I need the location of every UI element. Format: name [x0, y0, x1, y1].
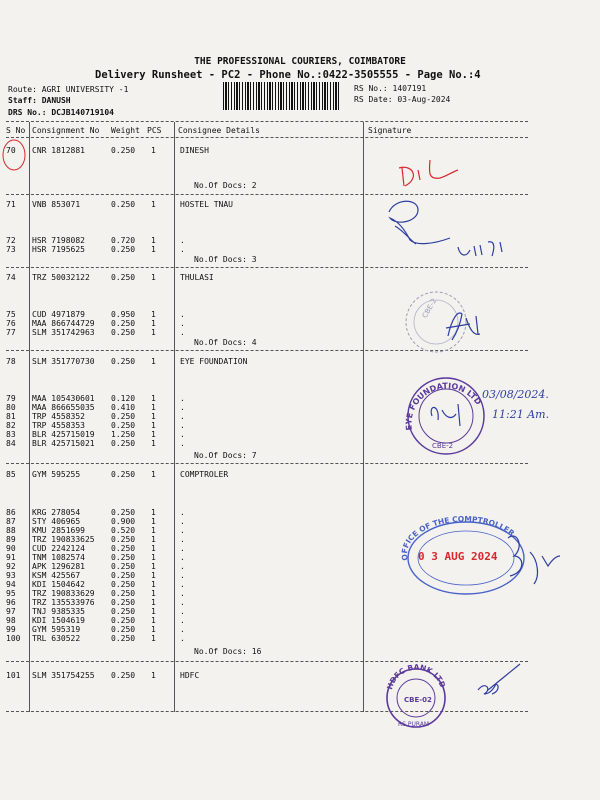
row-sno: 89 — [6, 535, 16, 544]
stamp-comptroller-text: OFFICE OF THE COMPTROLLER — [399, 514, 517, 562]
row-dot: . — [180, 598, 185, 607]
row-sno: 87 — [6, 517, 16, 526]
row-sno: 92 — [6, 562, 16, 571]
row-weight: 0.720 — [111, 236, 136, 245]
row-weight: 0.250 — [111, 571, 136, 580]
row-pcs: 1 — [151, 421, 156, 430]
row-sno: 101 — [6, 671, 21, 680]
row-dot: . — [180, 607, 185, 616]
row-pcs: 1 — [151, 517, 156, 526]
row-weight: 0.410 — [111, 403, 136, 412]
row-dot: . — [180, 553, 185, 562]
row-pcs: 1 — [151, 571, 156, 580]
row-sno: 82 — [6, 421, 16, 430]
row-weight: 0.900 — [111, 517, 136, 526]
row-sno: 76 — [6, 319, 16, 328]
col-divider — [29, 122, 30, 712]
row-dot: . — [180, 394, 185, 403]
row-weight: 0.250 — [111, 200, 136, 209]
row-weight: 0.250 — [111, 598, 136, 607]
group-rule — [6, 661, 528, 662]
row-pcs: 1 — [151, 273, 156, 282]
row-pcs: 1 — [151, 394, 156, 403]
stamp-hdfc-text: HDFC BANK LTD — [385, 662, 448, 691]
barcode — [223, 82, 341, 110]
row-pcs: 1 — [151, 200, 156, 209]
row-weight: 0.250 — [111, 439, 136, 448]
row-consignment: TRZ 190833625 — [32, 535, 95, 544]
row-sno: 71 — [6, 200, 16, 209]
row-dot: . — [180, 571, 185, 580]
row-consignment: KRG 278054 — [32, 508, 81, 517]
row-dot: . — [180, 625, 185, 634]
row-sno: 78 — [6, 357, 16, 366]
group-rule — [6, 194, 528, 195]
stamp-eye-text: EYE FOUNDATION LTD — [404, 381, 484, 431]
row-dot: . — [180, 439, 185, 448]
stamp-hdfc-code: CBE-02 — [404, 696, 432, 704]
signature-eye-foundation — [431, 404, 460, 426]
signature-comptroller — [508, 536, 560, 584]
row-weight: 0.250 — [111, 319, 136, 328]
row-consignment: STY 406965 — [32, 517, 81, 526]
col-sno: S No — [6, 126, 26, 135]
row-weight: 0.250 — [111, 671, 136, 680]
row-consignment: MAA 866655035 — [32, 403, 95, 412]
row-pcs: 1 — [151, 319, 156, 328]
stamp-eye-foundation — [404, 378, 484, 454]
row-consignment: TNM 1082574 — [32, 553, 85, 562]
docs-count: No.Of Docs: 16 — [194, 647, 262, 656]
row-consignment: SLM 351742963 — [32, 328, 95, 337]
row-consignment: KDI 1504619 — [32, 616, 85, 625]
row-sno: 83 — [6, 430, 16, 439]
row-dot: . — [180, 430, 185, 439]
row-sno: 96 — [6, 598, 16, 607]
signature-hdfc — [478, 664, 520, 694]
consignee-name: HOSTEL TNAU — [180, 200, 233, 209]
row-dot: . — [180, 589, 185, 598]
row-pcs: 1 — [151, 562, 156, 571]
row-consignment: TRZ 135533976 — [32, 598, 95, 607]
staff-label: Staff: DANUSH — [8, 96, 71, 105]
row-weight: 0.250 — [111, 634, 136, 643]
row-sno: 77 — [6, 328, 16, 337]
row-weight: 0.250 — [111, 616, 136, 625]
row-weight: 0.250 — [111, 412, 136, 421]
consignee-name: HDFC — [180, 671, 200, 680]
row-pcs: 1 — [151, 245, 156, 254]
row-consignment: TRZ 50032122 — [32, 273, 90, 282]
group-rule — [6, 463, 528, 464]
row-pcs: 1 — [151, 328, 156, 337]
runsheet-title: Delivery Runsheet - PC2 - Phone No.:0422-3505555 - Page No.:4 — [95, 69, 481, 81]
row-sno: 80 — [6, 403, 16, 412]
docs-count: No.Of Docs: 3 — [194, 255, 257, 264]
row-weight: 0.120 — [111, 394, 136, 403]
row-dot: . — [180, 319, 185, 328]
row-pcs: 1 — [151, 607, 156, 616]
group-rule — [6, 711, 528, 712]
stamp-thulasi — [406, 292, 466, 352]
row-consignment: KDI 1504642 — [32, 580, 85, 589]
row-weight: 0.250 — [111, 607, 136, 616]
col-divider — [363, 122, 364, 712]
row-pcs: 1 — [151, 403, 156, 412]
signature-dinesh — [399, 160, 458, 186]
row-consignment: APK 1296281 — [32, 562, 85, 571]
docs-count: No.Of Docs: 7 — [194, 451, 257, 460]
row-weight: 0.250 — [111, 470, 136, 479]
row-weight: 0.250 — [111, 544, 136, 553]
row-dot: . — [180, 517, 185, 526]
row-sno: 86 — [6, 508, 16, 517]
row-sno: 84 — [6, 439, 16, 448]
row-pcs: 1 — [151, 580, 156, 589]
group-rule — [6, 267, 528, 268]
row-pcs: 1 — [151, 470, 156, 479]
docs-count: No.Of Docs: 2 — [194, 181, 257, 190]
row-sno: 97 — [6, 607, 16, 616]
row-consignment: BLR 425715019 — [32, 430, 95, 439]
row-pcs: 1 — [151, 589, 156, 598]
col-pcs: PCS — [147, 126, 162, 135]
header-top-rule — [6, 121, 528, 122]
row-sno: 93 — [6, 571, 16, 580]
red-circle-mark — [3, 140, 25, 170]
rs-date: RS Date: 03-Aug-2024 — [354, 95, 451, 104]
row-weight: 1.250 — [111, 430, 136, 439]
row-pcs: 1 — [151, 236, 156, 245]
row-weight: 0.250 — [111, 553, 136, 562]
row-pcs: 1 — [151, 357, 156, 366]
row-dot: . — [180, 412, 185, 421]
row-consignment: TRP 4558352 — [32, 412, 85, 421]
row-sno: 74 — [6, 273, 16, 282]
row-dot: . — [180, 616, 185, 625]
row-sno: 90 — [6, 544, 16, 553]
row-sno: 91 — [6, 553, 16, 562]
row-sno: 75 — [6, 310, 16, 319]
row-sno: 72 — [6, 236, 16, 245]
row-weight: 0.250 — [111, 245, 136, 254]
stamp-hdfc — [385, 663, 447, 728]
row-consignment: BLR 425715021 — [32, 439, 95, 448]
row-dot: . — [180, 526, 185, 535]
header-bottom-rule — [6, 137, 528, 138]
row-consignment: SLM 351770730 — [32, 357, 95, 366]
row-pcs: 1 — [151, 526, 156, 535]
row-pcs: 1 — [151, 671, 156, 680]
row-pcs: 1 — [151, 544, 156, 553]
row-consignment: TRP 4558353 — [32, 421, 85, 430]
row-pcs: 1 — [151, 634, 156, 643]
row-weight: 0.250 — [111, 146, 136, 155]
row-dot: . — [180, 310, 185, 319]
row-dot: . — [180, 634, 185, 643]
row-pcs: 1 — [151, 625, 156, 634]
handwritten-date-eye: 03/08/2024. — [482, 388, 549, 401]
row-dot: . — [180, 421, 185, 430]
row-weight: 0.250 — [111, 625, 136, 634]
row-pcs: 1 — [151, 439, 156, 448]
row-consignment: GYM 595255 — [32, 470, 81, 479]
row-sno: 88 — [6, 526, 16, 535]
row-consignment: CUD 2242124 — [32, 544, 85, 553]
row-consignment: HSR 7198082 — [32, 236, 85, 245]
row-sno: 99 — [6, 625, 16, 634]
consignee-name: DINESH — [180, 146, 209, 155]
rs-number: RS No.: 1407191 — [354, 84, 427, 93]
row-weight: 0.250 — [111, 328, 136, 337]
row-dot: . — [180, 535, 185, 544]
row-consignment: SLM 351754255 — [32, 671, 95, 680]
stamp-hdfc-place: RS PURAM — [398, 721, 430, 728]
row-consignment: GYM 595319 — [32, 625, 81, 634]
stamp-eye-code: CBE-2 — [432, 442, 454, 450]
row-dot: . — [180, 544, 185, 553]
group-rule — [6, 350, 528, 351]
row-pcs: 1 — [151, 508, 156, 517]
row-dot: . — [180, 236, 185, 245]
row-sno: 85 — [6, 470, 16, 479]
row-weight: 0.250 — [111, 580, 136, 589]
row-consignment: TRL 630522 — [32, 634, 81, 643]
row-pcs: 1 — [151, 535, 156, 544]
row-dot: . — [180, 508, 185, 517]
row-pcs: 1 — [151, 616, 156, 625]
consignee-name: COMPTROLER — [180, 470, 229, 479]
row-consignment: HSR 7195625 — [32, 245, 85, 254]
row-dot: . — [180, 403, 185, 412]
consignee-name: EYE FOUNDATION — [180, 357, 248, 366]
drs-number: DRS No.: DCJB140719104 — [8, 108, 114, 117]
row-sno: 73 — [6, 245, 16, 254]
consignee-name: THULASI — [180, 273, 214, 282]
stamp-thulasi-code: CBE-2 — [420, 297, 439, 320]
col-weight: Weight — [111, 126, 140, 135]
stamp-date-red: 0 3 AUG 2024 — [418, 550, 498, 563]
row-sno: 100 — [6, 634, 21, 643]
row-sno: 95 — [6, 589, 16, 598]
row-sno: 98 — [6, 616, 16, 625]
row-weight: 0.250 — [111, 508, 136, 517]
col-consignee: Consignee Details — [178, 126, 260, 135]
row-sno: 70 — [6, 146, 16, 155]
stamp-comptroller — [400, 514, 524, 594]
row-consignment: VNB 853071 — [32, 200, 81, 209]
row-consignment: KSM 425567 — [32, 571, 81, 580]
row-dot: . — [180, 245, 185, 254]
row-pcs: 1 — [151, 146, 156, 155]
row-pcs: 1 — [151, 598, 156, 607]
row-consignment: TRZ 190833629 — [32, 589, 95, 598]
row-weight: 0.250 — [111, 562, 136, 571]
row-dot: . — [180, 562, 185, 571]
row-pcs: 1 — [151, 412, 156, 421]
row-sno: 81 — [6, 412, 16, 421]
row-weight: 0.250 — [111, 273, 136, 282]
row-consignment: MAA 866744729 — [32, 319, 95, 328]
signature-hostel — [389, 201, 502, 256]
row-consignment: MAA 105430601 — [32, 394, 95, 403]
row-dot: . — [180, 328, 185, 337]
row-weight: 0.520 — [111, 526, 136, 535]
route-label: Route: AGRI UNIVERSITY -1 — [8, 85, 129, 94]
company-title: THE PROFESSIONAL COURIERS, COIMBATORE — [194, 56, 406, 67]
row-weight: 0.250 — [111, 357, 136, 366]
row-weight: 0.250 — [111, 589, 136, 598]
row-weight: 0.250 — [111, 535, 136, 544]
row-consignment: CUD 4971879 — [32, 310, 85, 319]
row-sno: 94 — [6, 580, 16, 589]
col-divider — [174, 122, 175, 712]
docs-count: No.Of Docs: 4 — [194, 338, 257, 347]
row-pcs: 1 — [151, 430, 156, 439]
row-dot: . — [180, 580, 185, 589]
row-weight: 0.950 — [111, 310, 136, 319]
row-consignment: KMU 2851699 — [32, 526, 85, 535]
row-consignment: TNJ 9385335 — [32, 607, 85, 616]
col-consignment: Consignment No — [32, 126, 100, 135]
signature-thulasi — [446, 313, 480, 340]
row-consignment: CNR 1812881 — [32, 146, 85, 155]
row-weight: 0.250 — [111, 421, 136, 430]
row-sno: 79 — [6, 394, 16, 403]
col-signature: Signature — [368, 126, 412, 135]
row-pcs: 1 — [151, 310, 156, 319]
row-pcs: 1 — [151, 553, 156, 562]
handwritten-time-eye: 11:21 Am. — [492, 408, 550, 421]
